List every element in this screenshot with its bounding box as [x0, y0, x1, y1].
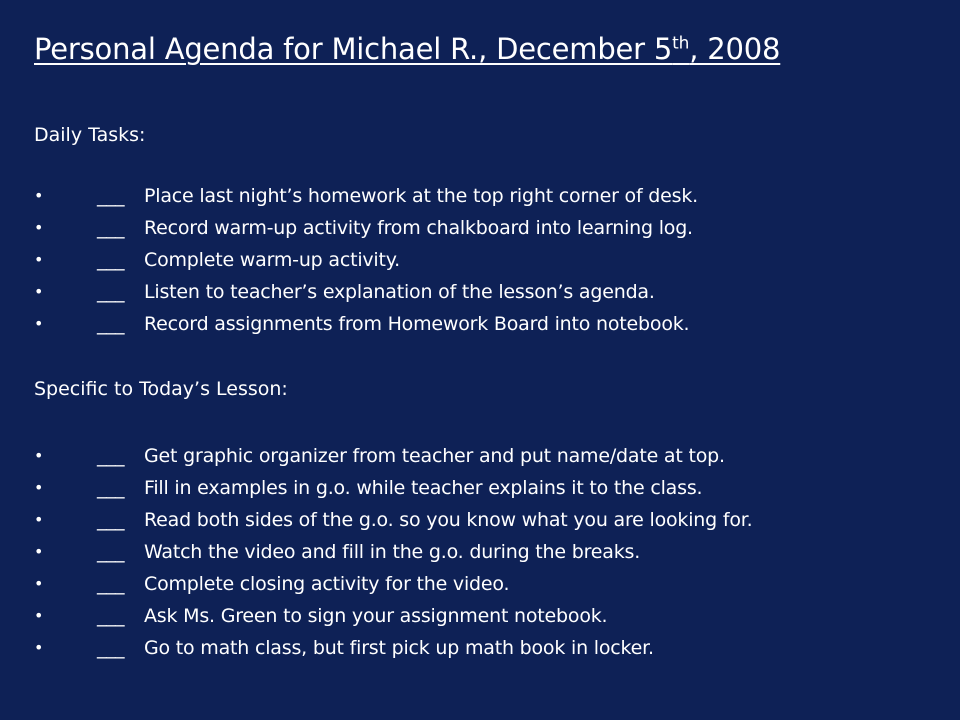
task-text: Fill in examples in g.o. while teacher explains it to the class. [144, 477, 703, 499]
bullet-icon: • [34, 606, 44, 625]
checkbox-blank: ___ [97, 477, 124, 499]
checkbox-blank: ___ [97, 605, 124, 627]
checkbox-blank: ___ [97, 185, 124, 207]
bullet-icon: • [34, 574, 44, 593]
title-ordinal: th [672, 33, 690, 54]
task-text: Place last night’s homework at the top right corner of desk. [144, 185, 698, 207]
checkbox-blank: ___ [97, 541, 124, 563]
task-text: Go to math class, but first pick up math book in locker. [144, 637, 654, 659]
checkbox-blank: ___ [97, 573, 124, 595]
task-text: Get graphic organizer from teacher and put name/date at top. [144, 445, 725, 467]
checkbox-blank: ___ [97, 637, 124, 659]
daily-tasks-heading: Daily Tasks: [34, 124, 146, 146]
bullet-icon: • [34, 282, 44, 301]
task-text: Listen to teacher’s explanation of the lesson’s agenda. [144, 281, 655, 303]
task-text: Record warm-up activity from chalkboard into learning log. [144, 217, 693, 239]
bullet-icon: • [34, 478, 44, 497]
lesson-heading: Specific to Today’s Lesson: [34, 378, 288, 400]
page-title [34, 32, 780, 66]
task-text: Read both sides of the g.o. so you know what you are looking for. [144, 509, 753, 531]
title-year: , 2008 [689, 32, 781, 66]
checkbox-blank: ___ [97, 313, 124, 335]
bullet-icon: • [34, 218, 44, 237]
bullet-icon: • [34, 446, 44, 465]
bullet-icon: • [34, 186, 44, 205]
task-text: Complete closing activity for the video. [144, 573, 510, 595]
bullet-icon: • [34, 542, 44, 561]
task-text: Complete warm-up activity. [144, 249, 400, 271]
bullet-icon: • [34, 638, 44, 657]
checkbox-blank: ___ [97, 249, 124, 271]
bullet-icon: • [34, 510, 44, 529]
task-text: Watch the video and fill in the g.o. during the breaks. [144, 541, 641, 563]
checkbox-blank: ___ [97, 281, 124, 303]
checkbox-blank: ___ [97, 445, 124, 467]
task-text: Ask Ms. Green to sign your assignment notebook. [144, 605, 608, 627]
bullet-icon: • [34, 250, 44, 269]
title-main: Personal Agenda for Michael R., December 5 [34, 32, 673, 66]
checkbox-blank: ___ [97, 217, 124, 239]
bullet-icon: • [34, 314, 44, 333]
task-text: Record assignments from Homework Board into notebook. [144, 313, 690, 335]
checkbox-blank: ___ [97, 509, 124, 531]
